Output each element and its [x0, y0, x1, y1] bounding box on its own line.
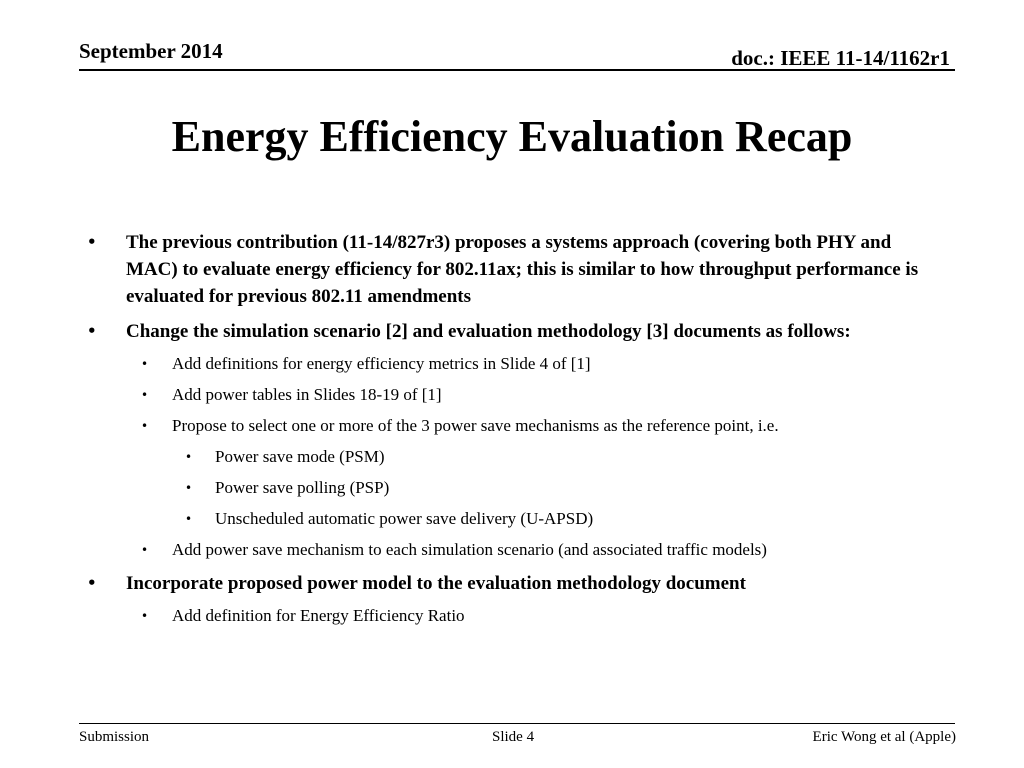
bullet-text: Propose to select one or more of the 3 power save mechanisms as the reference point, i.e.: [172, 416, 779, 435]
bullet-item: [84, 229, 944, 310]
sub-bullet-item: [84, 384, 944, 406]
footer-author: Eric Wong et al (Apple): [812, 729, 956, 745]
bullet-icon: •: [141, 419, 149, 433]
sub-bullet-item: [84, 605, 944, 627]
bullet-icon: •: [141, 609, 149, 623]
footer-rule: [79, 723, 955, 724]
sub-sub-bullet-item: [84, 446, 944, 468]
bullet-icon: •: [141, 357, 149, 371]
sub-sub-bullet-item: [84, 477, 944, 499]
slide-body: [84, 229, 944, 636]
bullet-icon: •: [185, 481, 193, 495]
bullet-text: Add definition for Energy Efficiency Ratio: [172, 606, 465, 625]
slide-title: Energy Efficiency Evaluation Recap: [171, 112, 853, 161]
bullet-text: Change the simulation scenario [2] and evaluation methodology [3] documents as follows:: [126, 321, 851, 342]
bullet-icon: •: [141, 543, 149, 557]
footer-slide-number: Slide 4: [492, 729, 535, 745]
header-doc-id: doc.: IEEE 11-14/1162r1: [731, 46, 950, 70]
sub-bullet-item: [84, 415, 944, 437]
bullet-item: [84, 318, 944, 345]
bullet-icon: •: [185, 512, 193, 526]
bullet-icon: •: [141, 388, 149, 402]
bullet-text: Add definitions for energy efficiency metrics in Slide 4 of [1]: [172, 354, 591, 373]
bullet-text: Unscheduled automatic power save delivery (U-APSD): [215, 509, 594, 528]
bullet-text: The previous contribution (11-14/827r3) proposes a systems approach (covering both PHY and MAC) to evaluate energy efficiency for 802.11ax; this is similar to how throughput performance is evaluated for previous 802.11 amendments: [126, 232, 919, 307]
footer-submission: Submission: [79, 729, 150, 745]
bullet-text: Add power tables in Slides 18-19 of [1]: [172, 385, 442, 404]
bullet-text: Power save mode (PSM): [215, 447, 385, 466]
sub-bullet-item: [84, 353, 944, 375]
bullet-icon: •: [185, 450, 193, 464]
sub-bullet-item: [84, 539, 944, 561]
bullet-icon: •: [87, 322, 97, 340]
sub-sub-bullet-item: [84, 508, 944, 530]
header-date: September 2014: [79, 39, 223, 63]
bullet-text: Power save polling (PSP): [215, 478, 390, 497]
bullet-icon: •: [87, 233, 97, 251]
bullet-icon: •: [87, 574, 97, 592]
bullet-text: Add power save mechanism to each simulation scenario (and associated traffic models): [172, 540, 767, 559]
bullet-item: [84, 570, 944, 597]
bullet-text: Incorporate proposed power model to the evaluation methodology document: [126, 573, 746, 594]
header-rule: [79, 69, 955, 71]
